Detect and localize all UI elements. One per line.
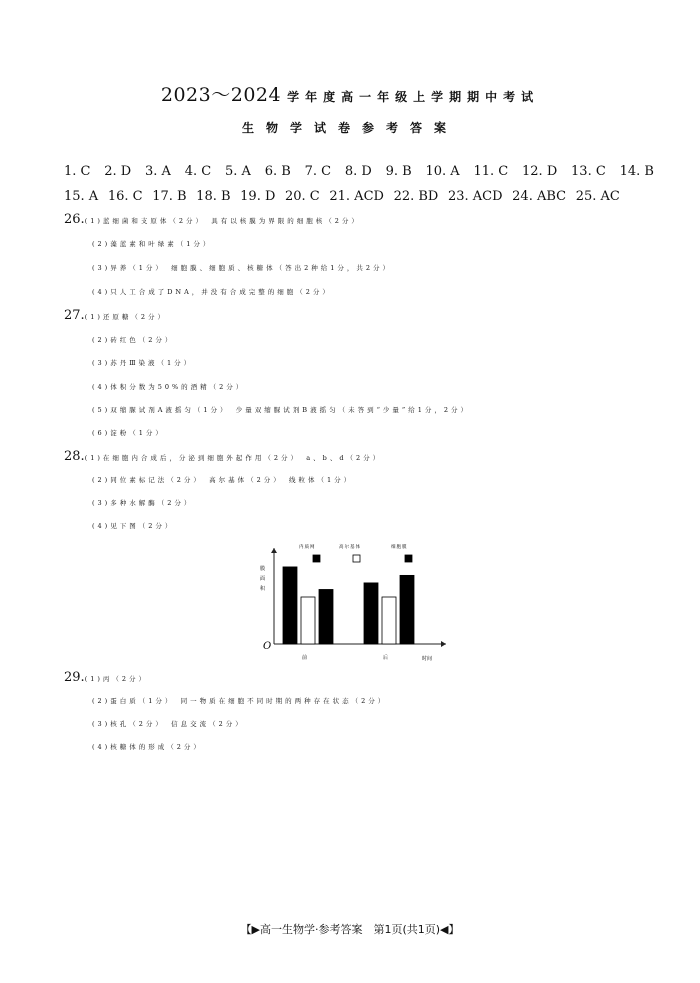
mc-answer-16: 16. C	[107, 189, 143, 204]
legend-swatch	[353, 555, 360, 562]
page-subtitle: 生物学试卷参考答案	[241, 121, 458, 135]
mc-answer-8: 8. D	[344, 164, 372, 179]
x-axis-label: 时间	[422, 656, 433, 662]
question-27: 27.(1)还原糖（2分）	[64, 308, 168, 323]
legend-swatch	[405, 555, 412, 562]
mc-answer-4: 4. C	[184, 164, 212, 179]
bar-后-内质网	[364, 583, 378, 644]
legend-label: 高尔基体	[339, 545, 361, 550]
category-label: 前	[302, 655, 308, 661]
mc-answer-7: 7. C	[304, 164, 332, 179]
legend-label: 内质网	[299, 545, 316, 550]
mc-answers-row-1	[64, 164, 654, 179]
legend-label: 细胞膜	[391, 545, 408, 550]
q27-item-4: (4)体积分数为50%的酒精（2分）	[92, 383, 246, 391]
question-28: 28.(1)在细胞内合成后，分泌到细胞外起作用（2分） a、b、d（2分）	[64, 449, 383, 464]
mc-answer-6: 6. B	[264, 164, 291, 179]
mc-answer-17: 17. B	[152, 189, 187, 204]
origin-label: O	[263, 641, 272, 652]
mc-answer-24: 24. ABC	[512, 189, 567, 204]
q27-item-6: (6)淀粉（1分）	[92, 429, 165, 437]
membrane-area-chart	[256, 540, 456, 665]
page-footer: 【▶高一生物学·参考答案 第1页(共1页)◀】	[240, 923, 460, 936]
y-axis-arrow	[271, 548, 277, 553]
mc-answer-15: 15. A	[64, 189, 99, 204]
bar-后-高尔基体	[382, 597, 396, 644]
mc-answer-23: 23. ACD	[447, 189, 503, 204]
bar-前-高尔基体	[301, 597, 315, 644]
mc-answer-14: 14. B	[619, 164, 654, 179]
y-axis-label-char: 面	[260, 576, 266, 582]
mc-answer-20: 20. C	[285, 189, 320, 204]
q27-item-1: (1)还原糖（2分）	[84, 313, 168, 321]
q29-item-3: (3)核孔（2分） 信息交流（2分）	[92, 720, 245, 728]
y-axis-label-char: 积	[260, 586, 266, 592]
mc-answer-12: 12. D	[522, 164, 558, 179]
mc-answer-13: 13. C	[571, 164, 606, 179]
q29-item-2: (2)蛋白质（1分） 同一物质在细胞不同时期的两种存在状态（2分）	[92, 697, 388, 705]
bar-前-细胞膜	[319, 589, 333, 644]
mc-answer-10: 10. A	[425, 164, 460, 179]
mc-answer-25: 25. AC	[575, 189, 620, 204]
mc-answer-21: 21. ACD	[329, 189, 384, 204]
y-axis-label-char: 膜	[260, 566, 266, 572]
exam-title	[0, 80, 700, 107]
q26-item-3: (3)异养（1分） 细胞膜、细胞质、核糖体（答出2种给1分，共2分）	[92, 264, 392, 272]
mc-answer-19: 19. D	[240, 189, 276, 204]
bar-前-内质网	[283, 567, 297, 644]
mc-answer-9: 9. B	[385, 164, 412, 179]
bar-后-细胞膜	[400, 575, 414, 644]
legend-swatch	[313, 555, 320, 562]
category-label: 后	[383, 655, 389, 661]
q28-item-1: (1)在细胞内合成后，分泌到细胞外起作用（2分） a、b、d（2分）	[84, 454, 383, 462]
q29-item-1: (1)丙（2分）	[84, 675, 149, 683]
q26-item-1: (1)蓝细菌和支原体（2分） 具有以核膜为界限的细胞核（2分）	[84, 217, 361, 225]
mc-answer-18: 18. B	[196, 189, 231, 204]
q28-item-3: (3)多种水解酶（2分）	[92, 499, 194, 507]
mc-answer-5: 5. A	[225, 164, 251, 179]
mc-answer-11: 11. C	[473, 164, 509, 179]
q26-item-4: (4)只人工合成了DNA，并没有合成完整的细胞（2分）	[92, 288, 332, 296]
q26-item-2: (2)藻蓝素和叶绿素（1分）	[92, 240, 213, 248]
q29-item-4: (4)核糖体的形成（2分）	[92, 743, 203, 751]
question-29: 29.(1)丙（2分）	[64, 670, 149, 685]
mc-answers-row-2	[64, 189, 620, 204]
q28-item-4: (4)见下图（2分）	[92, 522, 175, 530]
q28-item-2: (2)同位素标记法（2分） 高尔基体（2分） 线粒体（1分）	[92, 476, 354, 484]
mc-answer-22: 22. BD	[393, 189, 439, 204]
exam-year: 2023～2024	[160, 84, 282, 106]
exam-name: 学年度高一年级上学期期中考试	[287, 90, 540, 104]
q27-item-3: (3)苏丹Ⅲ染液（1分）	[92, 359, 194, 367]
question-26: 26.(1)蓝细菌和支原体（2分） 具有以核膜为界限的细胞核（2分）	[64, 212, 361, 227]
mc-answer-1: 1. C	[64, 164, 91, 179]
mc-answer-2: 2. D	[104, 164, 132, 179]
q27-item-5: (5)双缩脲试剂A液摇匀（1分） 少量双缩脲试剂B液摇匀（未答到“少量”给1分，2分）	[92, 406, 470, 414]
q27-item-2: (2)砖红色（2分）	[92, 336, 175, 344]
mc-answer-3: 3. A	[145, 164, 171, 179]
x-axis-arrow	[441, 641, 446, 647]
chart-svg	[256, 540, 456, 665]
